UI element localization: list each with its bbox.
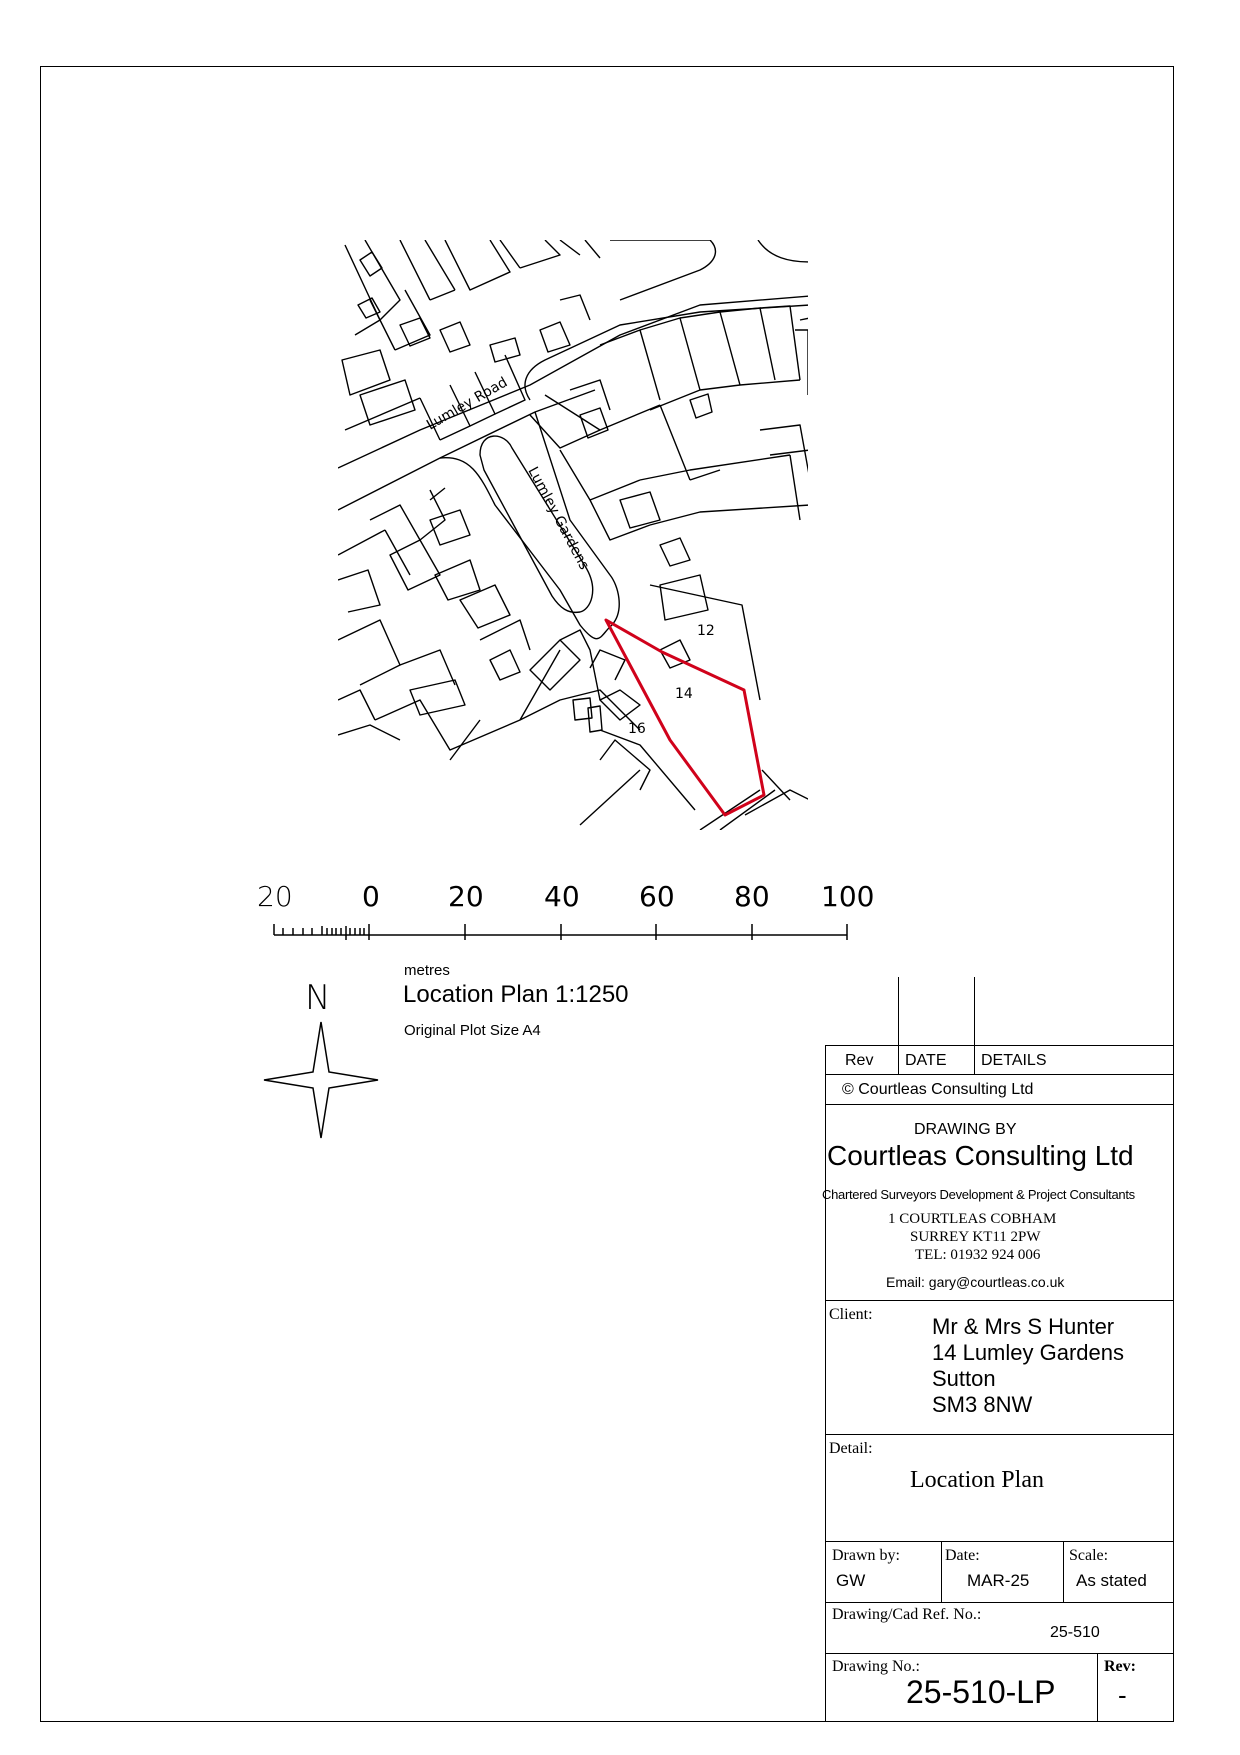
rev-label: Rev: [1104,1658,1136,1675]
company-telephone: TEL: 01932 924 006 [915,1247,1041,1263]
scale-tick-label-80: 80 [734,880,770,913]
drawing-no-value: 25-510-LP [906,1674,1056,1710]
client-line-town: Sutton [932,1366,996,1391]
drawn-by-label: Drawn by: [832,1547,900,1564]
scale-tick-label-60: 60 [639,880,675,913]
copyright-notice: © Courtleas Consulting Ltd [842,1081,1034,1098]
company-name: Courtleas Consulting Ltd [827,1140,1134,1171]
company-tagline: Chartered Surveyors Development & Project Consultants [822,1187,1135,1202]
drawn-by-value: GW [836,1571,866,1590]
scale-label: Scale: [1069,1547,1109,1564]
company-address-line1: 1 COURTLEAS COBHAM [888,1211,1057,1227]
north-arrow-icon [262,1020,380,1140]
house-number-16: 16 [628,721,646,737]
date-value: MAR-25 [967,1571,1030,1590]
date-column-header: DATE [905,1052,947,1069]
scale-tick-label-100: 100 [821,880,875,913]
road-edge [525,305,808,400]
drawing-by-label: DRAWING BY [914,1121,1017,1138]
details-column-header: DETAILS [981,1052,1047,1069]
rev-value: - [1118,1680,1127,1710]
detail-value: Location Plan [910,1467,1044,1493]
client-label: Client: [829,1306,873,1323]
cad-ref-label: Drawing/Cad Ref. No.: [832,1606,982,1623]
road-label-lumley-gardens: Lumley Gardens [524,464,593,573]
scale-tick-label-0: 0 [362,880,380,913]
detail-label: Detail: [829,1440,873,1457]
site-map [338,240,808,830]
north-label: N [305,978,331,1018]
scale-tick-label-neg20: 20 [257,880,293,913]
rev-column-header: Rev [845,1052,874,1069]
plot-size-note: Original Plot Size A4 [404,1022,541,1039]
scale-units-label: metres [404,962,450,979]
road-label-lumley-road: Lumley Road [424,374,511,434]
cad-ref-value: 25-510 [1050,1624,1100,1641]
date-label: Date: [945,1547,980,1564]
client-line-postcode: SM3 8NW [932,1392,1033,1417]
cul-de-sac-island [480,436,593,612]
company-email: Email: gary@courtleas.co.uk [886,1274,1065,1290]
plan-title: Location Plan 1:1250 [403,981,629,1008]
scale-tick-label-20: 20 [448,880,484,913]
scale-tick-label-40: 40 [544,880,580,913]
drawing-no-label: Drawing No.: [832,1658,920,1675]
client-line-street: 14 Lumley Gardens [932,1340,1124,1365]
client-line-name: Mr & Mrs S Hunter [932,1314,1115,1339]
scale-value: As stated [1076,1571,1147,1590]
house-number-14: 14 [675,686,693,702]
house-number-12: 12 [697,623,715,639]
company-address-line2: SURREY KT11 2PW [910,1229,1041,1245]
